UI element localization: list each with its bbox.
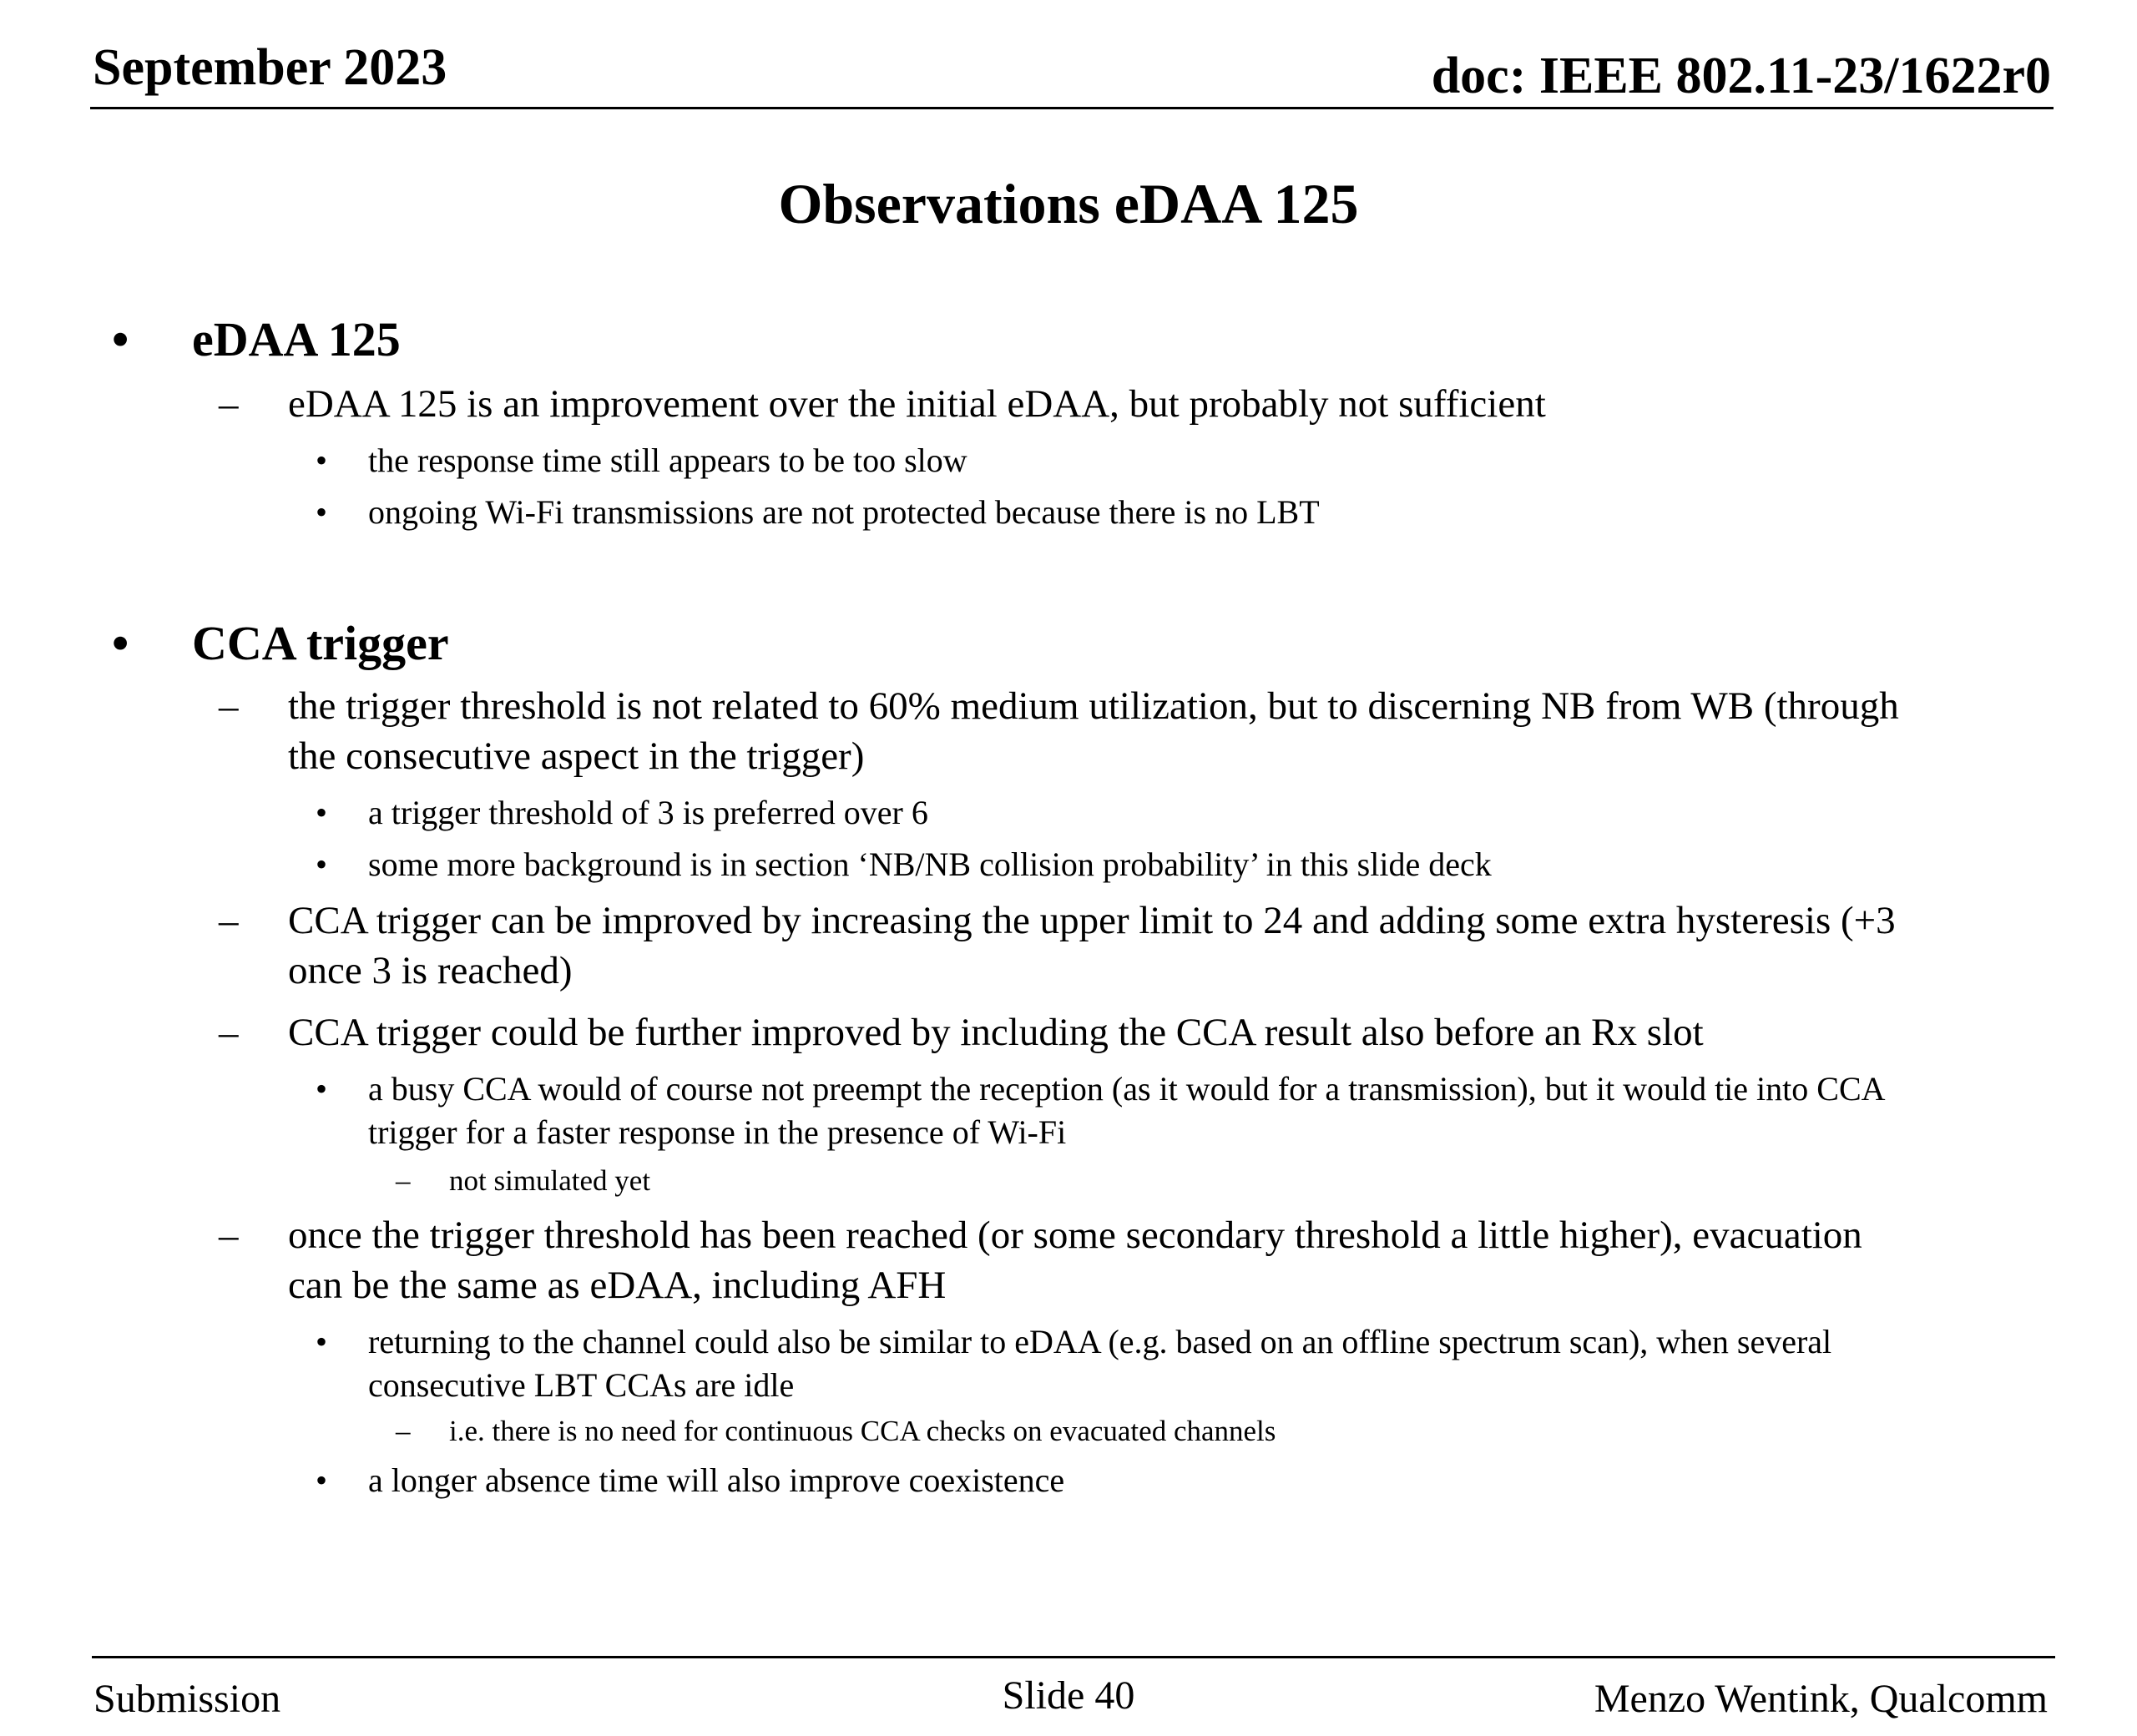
footer-divider [92, 1656, 2055, 1658]
bullet-dash: – [219, 684, 239, 728]
list-item-line: the trigger threshold is not related to 60% medium utilization, but to discerning NB from WB (through [288, 684, 1899, 728]
list-subitem-line: trigger for a faster response in the presence of Wi-Fi [368, 1113, 1067, 1151]
section-heading-cca-trigger: CCA trigger [192, 616, 449, 670]
list-item: eDAA 125 is an improvement over the initial eDAA, but probably not sufficient [288, 382, 1546, 426]
list-subitem: a trigger threshold of 3 is preferred over 6 [368, 794, 928, 831]
bullet-dot: • [316, 493, 328, 531]
slide-title: Observations eDAA 125 [778, 172, 1359, 235]
bullet-dot: • [316, 794, 328, 831]
list-item-line: once the trigger threshold has been reached (or some secondary threshold a little higher), evacuation [288, 1214, 1862, 1257]
bullet-dash: – [396, 1164, 411, 1197]
section-heading-edaa: eDAA 125 [192, 312, 401, 366]
list-item-line: can be the same as eDAA, including AFH [288, 1264, 947, 1307]
list-item [288, 1210, 1862, 1310]
list-item-line: the consecutive aspect in the trigger) [288, 734, 865, 778]
list-subitem: a longer absence time will also improve coexistence [368, 1461, 1065, 1499]
list-item [288, 681, 1899, 781]
list-item-line: once 3 is reached) [288, 949, 573, 992]
bullet-dash: – [219, 1214, 239, 1257]
list-item: CCA trigger could be further improved by including the CCA result also before an Rx slot [288, 1011, 1704, 1054]
list-subitem [368, 1320, 1831, 1407]
bullet-dash: – [219, 1011, 239, 1054]
bullet-dot: • [316, 845, 328, 883]
bullet-dot: • [316, 1323, 328, 1360]
footer-author: Menzo Wentink, Qualcomm [1594, 1677, 2048, 1721]
list-subitem-line: returning to the channel could also be similar to eDAA (e.g. based on an offline spectrum scan), when several [368, 1323, 1832, 1360]
header-date: September 2023 [93, 39, 447, 96]
list-subsubitem: i.e. there is no need for continuous CCA checks on evacuated channels [449, 1415, 1276, 1447]
list-item [288, 896, 1896, 996]
list-item-line: CCA trigger can be improved by increasing the upper limit to 24 and adding some extra hysteresis (+3 [288, 899, 1896, 942]
list-subitem-line: consecutive LBT CCAs are idle [368, 1366, 795, 1404]
bullet-dot: • [112, 312, 129, 366]
list-subitem-line: a busy CCA would of course not preempt the reception (as it would for a transmission), but it would tie into CCA [368, 1070, 1886, 1108]
bullet-dot: • [316, 1070, 328, 1108]
bullet-dot: • [316, 442, 328, 479]
list-subitem [368, 1067, 1886, 1154]
bullet-dash: – [219, 382, 239, 426]
bullet-dash: – [396, 1415, 411, 1447]
list-subitem: some more background is in section ‘NB/NB collision probability’ in this slide deck [368, 845, 1492, 883]
bullet-dash: – [219, 899, 239, 942]
list-subitem: the response time still appears to be too slow [368, 442, 967, 479]
bullet-dot: • [316, 1461, 328, 1499]
footer-slide-number: Slide 40 [1002, 1673, 1135, 1718]
footer-submission: Submission [93, 1677, 281, 1721]
header-doc-id: doc: IEEE 802.11-23/1622r0 [1431, 48, 2051, 104]
bullet-dot: • [112, 616, 129, 670]
list-subitem: ongoing Wi-Fi transmissions are not protected because there is no LBT [368, 493, 1320, 531]
list-subsubitem: not simulated yet [449, 1164, 651, 1197]
